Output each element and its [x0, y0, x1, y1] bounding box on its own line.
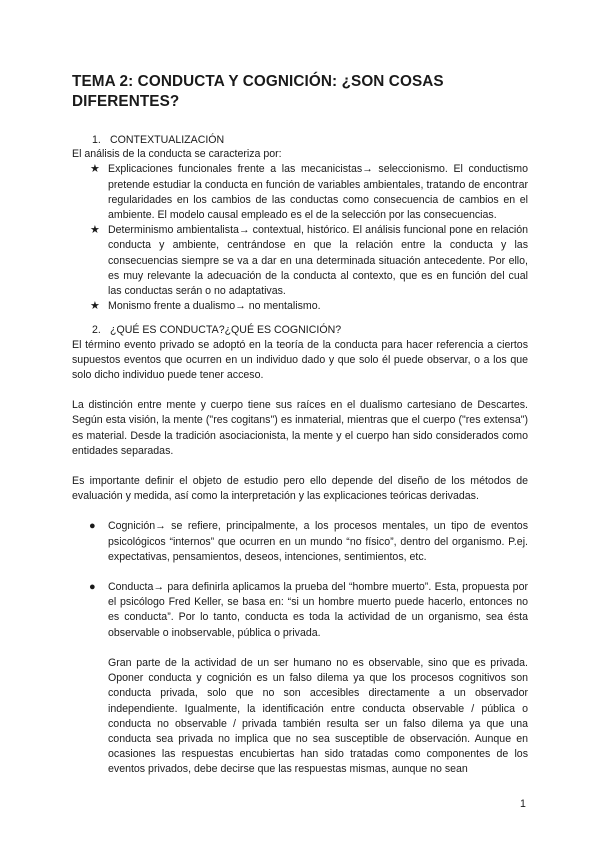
list-item: ● Cognición→ se refiere, principalmente, a los procesos mentales, un tipo de eventos psicológicos “internos” que ocurren en un mundo “no físico”, dentro del organismo. P.ej. expectativas, pensamientos, deseos, intenciones, sentimientos, etc. — [89, 520, 528, 563]
section-2-heading — [72, 323, 528, 337]
star-bullet-icon: ★ — [90, 224, 100, 237]
paragraph: El término evento privado se adoptó en la teoría de la conducta para hacer referencia a ciertos supuestos eventos que ocurren en un individuo dado y que solo él puede observar, o a los que solo dicho individuo puede tener acceso. — [72, 338, 528, 382]
list-item: ● Conducta→ para definirla aplicamos la prueba del “hombre muerto”. Esta, propuesta por el psicólogo Fred Keller, se basa en: “si un hombre muerto puede hacerlo, entonces no es conducta”. Por lo tanto, conducta es toda la actividad de un organismo, sea ésta observable o inobservable, pública o privada. — [89, 581, 528, 639]
page-title: TEMA 2: CONDUCTA Y COGNICIÓN: ¿SON COSAS DIFERENTES? — [72, 73, 444, 110]
list-item: ★ Monismo frente a dualismo→ no mentalismo. — [72, 299, 528, 314]
sub-paragraph: Gran parte de la actividad de un ser humano no es observable, sino que es privada. Oponer conducta y cognición es un falso dilema ya que los procesos cognitivos son conducta privada, solo que no son accesibles directamente a un observador independiente. Igualmente, la identificación entre conducta observable / pública o conducta no observable / privada también resulta ser un falso dilema ya que una conducta sea privada no implica que no sea susceptible de observación. Aunque en ocasiones las respuestas encubiertas han sido tratadas como componentes de los eventos privados, debe decirse que las respuestas mismas, aunque no sean — [108, 656, 528, 776]
section-1-title: CONTEXTUALIZACIÓN — [110, 134, 225, 146]
paragraph: La distinción entre mente y cuerpo tiene sus raíces en el dualismo cartesiano de Descartes. Según esta visión, la mente ("res cogitans") es inmaterial, mientras que el cuerpo ("res extensa") es material. Desde la tradición asociacionista, la mente y el cuerpo han sido considerados como entidades separadas. — [72, 399, 528, 457]
spacer — [72, 565, 528, 580]
document-page — [72, 72, 528, 778]
section-1-number: 1. — [92, 134, 101, 146]
section-2-title: ¿QUÉ ES CONDUCTA?¿QUÉ ES COGNICIÓN? — [110, 324, 342, 337]
section-1-intro: El análisis de la conducta se caracteriza por: — [72, 148, 282, 161]
section-2-list — [72, 519, 528, 640]
page-number: 1 — [520, 798, 526, 810]
section-1-heading — [72, 133, 528, 147]
list-item: ★ Determinismo ambientalista→ contextual, histórico. El análisis funcional pone en relación conducta y ambiente, centrándose en que la relación entre la conducta y las consecuencias siempre se va a dar en una determinada situación antecedente. Por ello, es muy relevante la adecuación de la conducta al contexto, que es en función del cual las conductas serán o no adaptativas. — [90, 224, 528, 298]
star-bullet-icon: ★ — [90, 163, 100, 176]
list-item: ★ Explicaciones funcionales frente a las mecanicistas→ seleccionismo. El conductismo pretende estudiar la conducta en función de variables ambientales, tratando de encontrar regularidades en los cambios de las conductas como consecuencia de cambios en el ambiente. El modelo causal empleado es el de la selección por las consecuencias. — [90, 163, 528, 222]
section-1-list — [72, 162, 528, 314]
dot-bullet-icon: ● — [89, 520, 96, 533]
section-2-number: 2. — [92, 324, 101, 337]
dot-bullet-icon: ● — [89, 581, 96, 594]
paragraph: Es importante definir el objeto de estudio pero ello depende del diseño de los métodos de evaluación y medida, así como la interpretación y las explicaciones teóricas derivadas. — [72, 475, 528, 503]
star-bullet-icon: ★ — [90, 300, 100, 313]
